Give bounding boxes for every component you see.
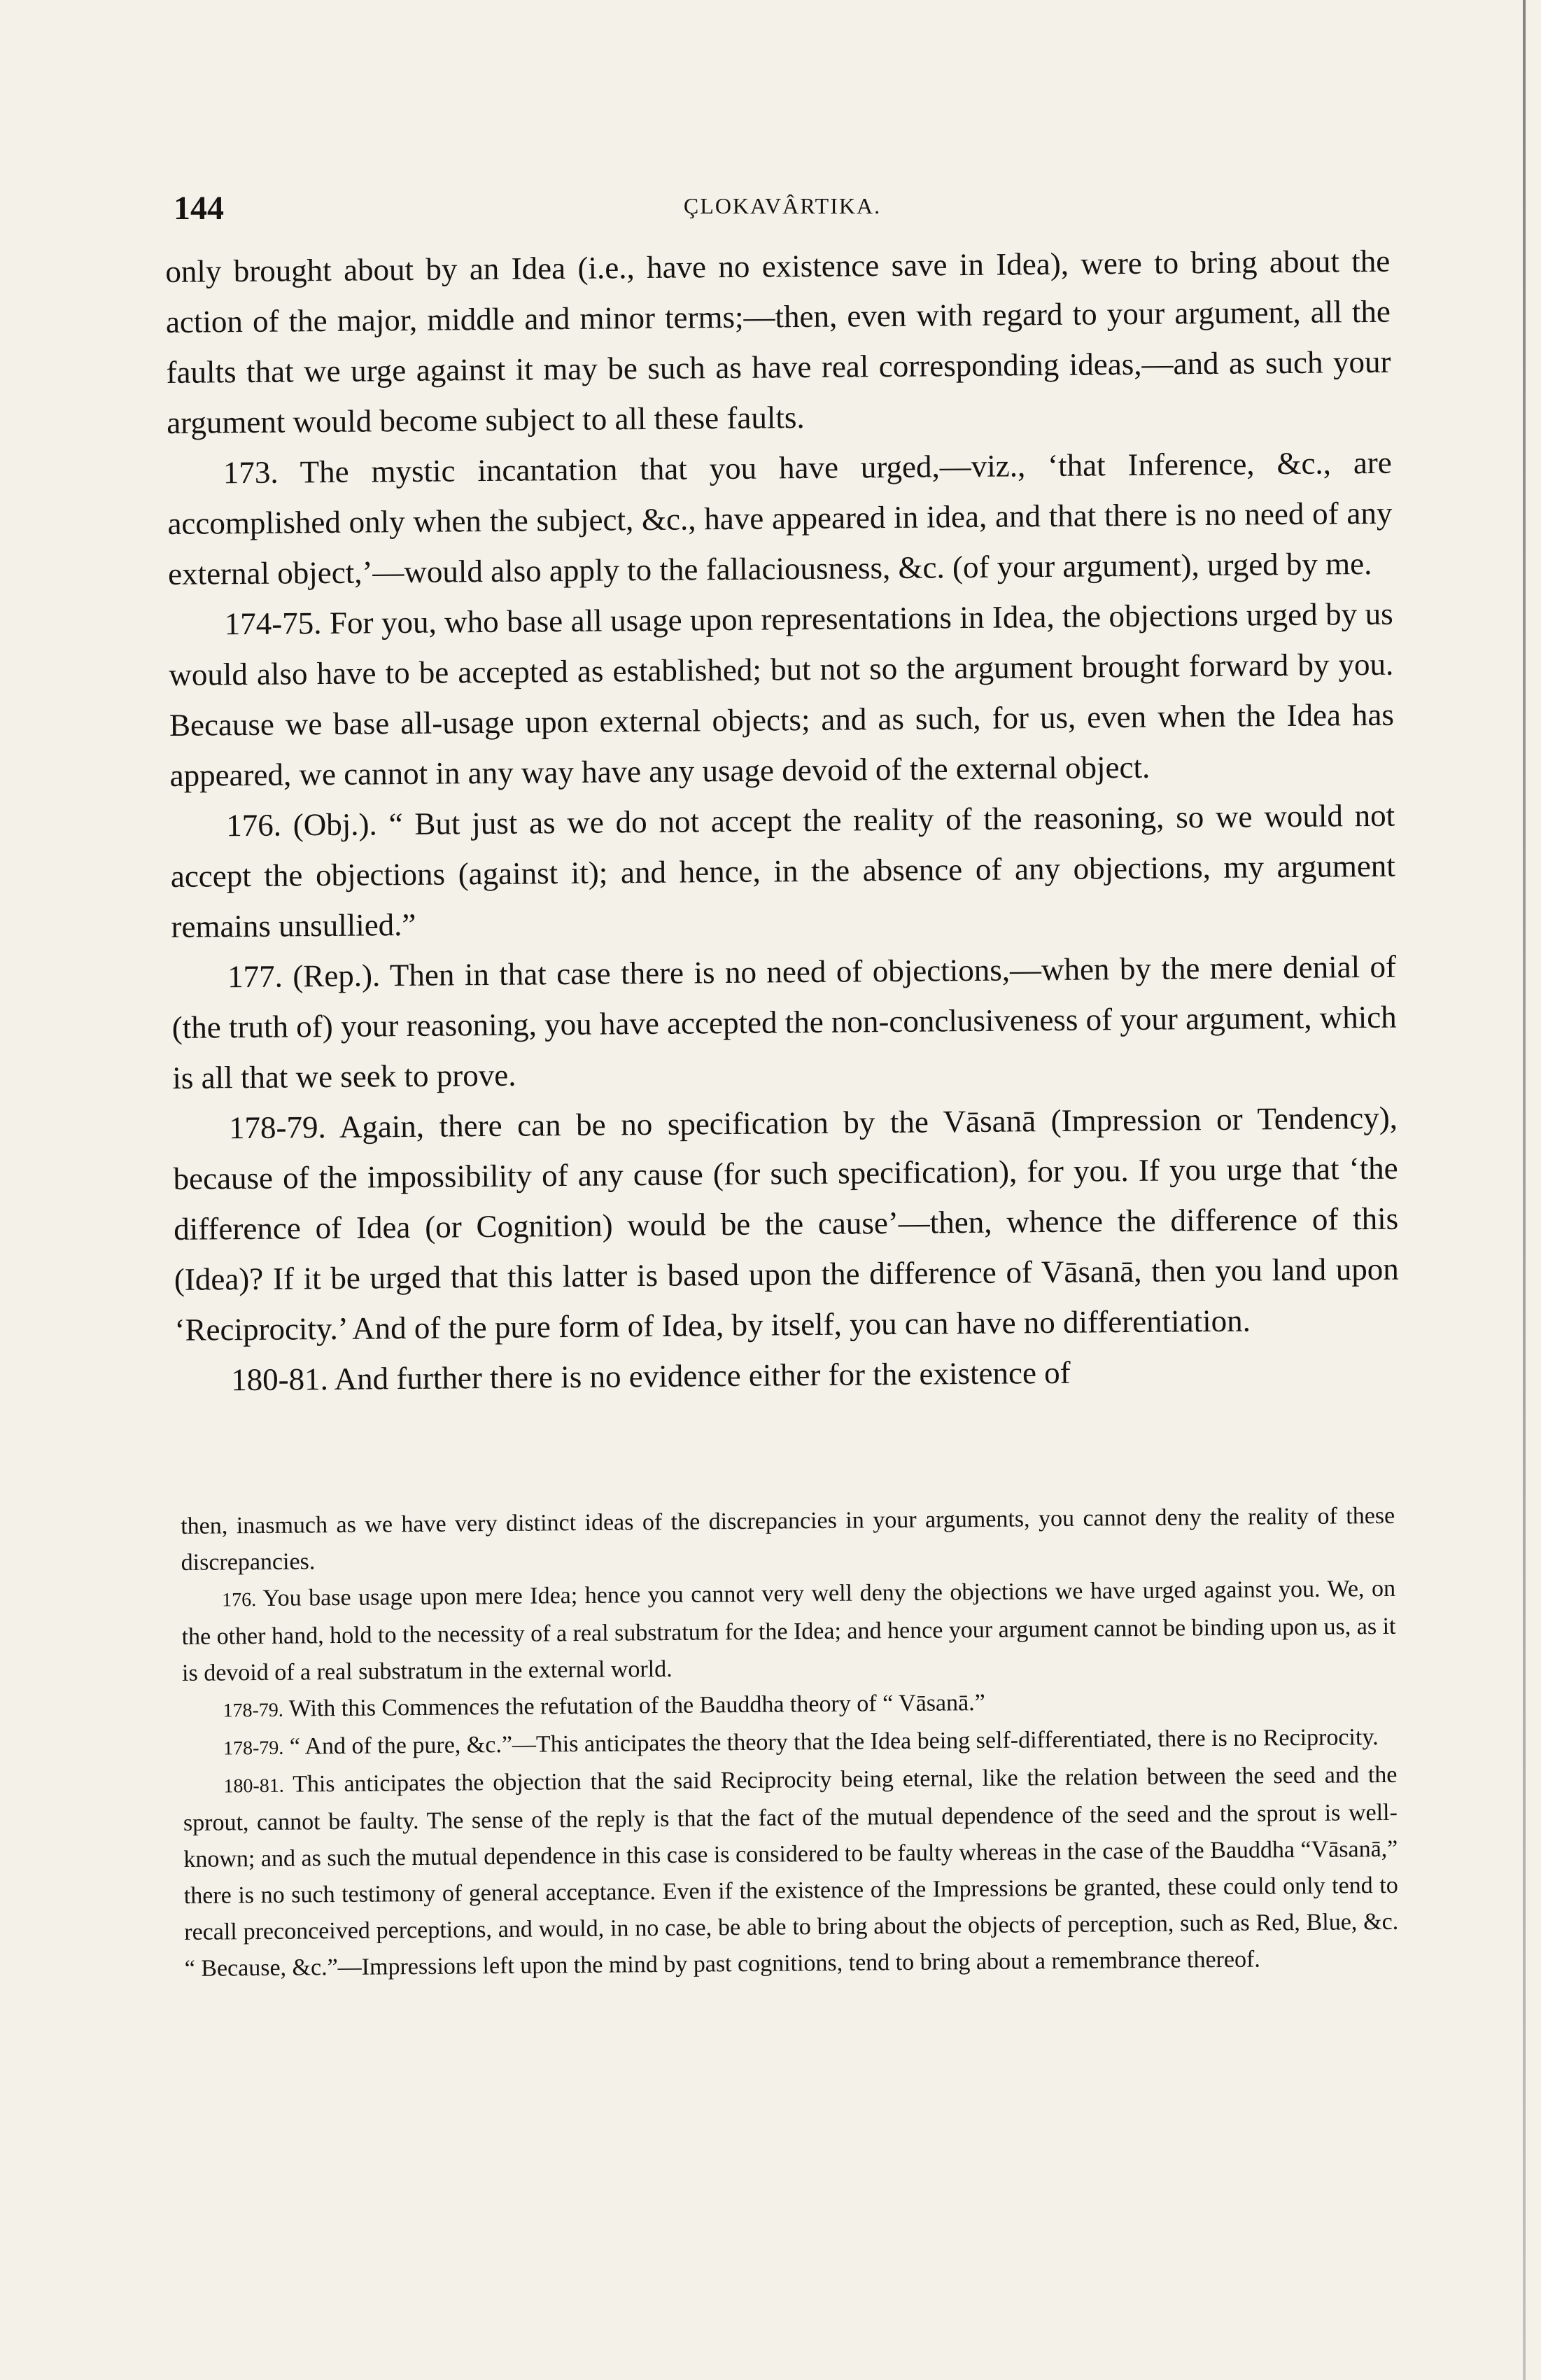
verse-176: 176. (Obj.). “ But just as we do not accept the reality of the reasoning, so we would not accept the objections (against it); and hence, in the absence of any objections, my argument remains unsullied.” — [170, 797, 1396, 944]
page-number: 144 — [174, 190, 224, 227]
footnote-176 — [181, 1571, 1396, 1692]
footnote-text: You base usage upon mere Idea; hence you cannot very well deny the objections we have urged against you. We, on the other hand, hold to the necessity of a real substratum for the Idea; and hence your argument cannot be binding upon us, as it is devoid of a real substratum in the external world. — [181, 1575, 1396, 1686]
main-text — [165, 236, 1400, 1406]
verse-173: 173. The mystic incantation that you have urged,—viz., ‘that Inference, &c., are accomplished only when the subject, &c., have appeared in idea, and that there is no need of any external object,’—would also apply to the fallaciousness, &c. (of your argument), urged by me. — [167, 444, 1393, 592]
footnote-text: “ And of the pure, &c.”—This anticipates the theory that the Idea being self-differentiated, there is no Reciprocity. — [289, 1724, 1379, 1760]
verse-178-79: 178-79. Again, there can be no specification by the Vāsanā (Impression or Tendency), because of the impossibility of any cause (for such specification), for you. If you urge that ‘the difference of Idea (or Cognition) would be the cause’—then, whence the difference of this (Idea)? If it be urged that this latter is based upon the difference of Vāsanā, then you land upon ‘Reciprocity.’ And of the pure form of Idea, by itself, you can have no differentiation. — [173, 1100, 1400, 1348]
footnote-ref: 180-81. — [223, 1774, 284, 1798]
page-header — [174, 189, 1391, 231]
footnote-text: This anticipates the objection that the said Reciprocity being eternal, like the relation between the seed and the sprout, cannot be faulty. The sense of the reply is that the fact of the mutual dependence of the seed and the sprout is well-known; and as such the mutual dependence in this case is considered to be faulty whereas in the case of the Bauddha “Vāsanā,” there is no such testimony of general acceptance. Even if the existence of the Impressions be granted, these could only tend to recall preconceived perceptions, and would, in no case, be able to bring about the objects of perception, such as Red, Blue, &c. “ Because, &c.”—Impressions left upon the mind by past cognitions, tend to bring about a remembrance thereof. — [183, 1761, 1399, 1982]
footnote-ref: 176. — [222, 1589, 257, 1611]
running-title: ÇLOKAVÂRTIKA. — [683, 193, 882, 218]
verse-180-81: 180-81. And further there is no evidence either for the existence of — [230, 1354, 1071, 1398]
paragraph-continuation: only brought about by an Idea (i.e., have no existence save in Idea), were to bring about the action of the major, middle and minor terms;—then, even with regard to your argument, all the faults that we urge against it may be such as have real corresponding ideas,—and as such your argument would become subject to all these faults. — [165, 243, 1391, 440]
scan-edge-shadow — [1523, 0, 1526, 2380]
footnote-ref: 178-79. — [223, 1699, 283, 1722]
footnote-text: With this Commences the refutation of the Bauddha theory of “ Vāsanā.” — [288, 1689, 985, 1722]
verse-174-75: 174-75. For you, who base all usage upon representations in Idea, the objections urged by us would also have to be accepted as established; but not so the argument brought forward by you. Because we base all-usage upon external objects; and as such, for us, even when the Idea has appeared, we cannot in any way have any usage devoid of the external object. — [169, 596, 1395, 793]
footnote-continuation: then, inasmuch as we have very distinct ideas of the discrepancies in your arguments, you cannot deny the reality of these discrepancies. — [181, 1502, 1395, 1576]
footnote-ref: 178-79. — [223, 1737, 284, 1760]
footnotes — [181, 1498, 1399, 1987]
footnote-180-81 — [183, 1757, 1399, 1987]
verse-177: 177. (Rep.). Then in that case there is no need of objections,—when by the mere denial of (the truth of) your reasoning, you have accepted the non-conclusiveness of your argument, which is all that we seek to prove. — [171, 948, 1397, 1096]
